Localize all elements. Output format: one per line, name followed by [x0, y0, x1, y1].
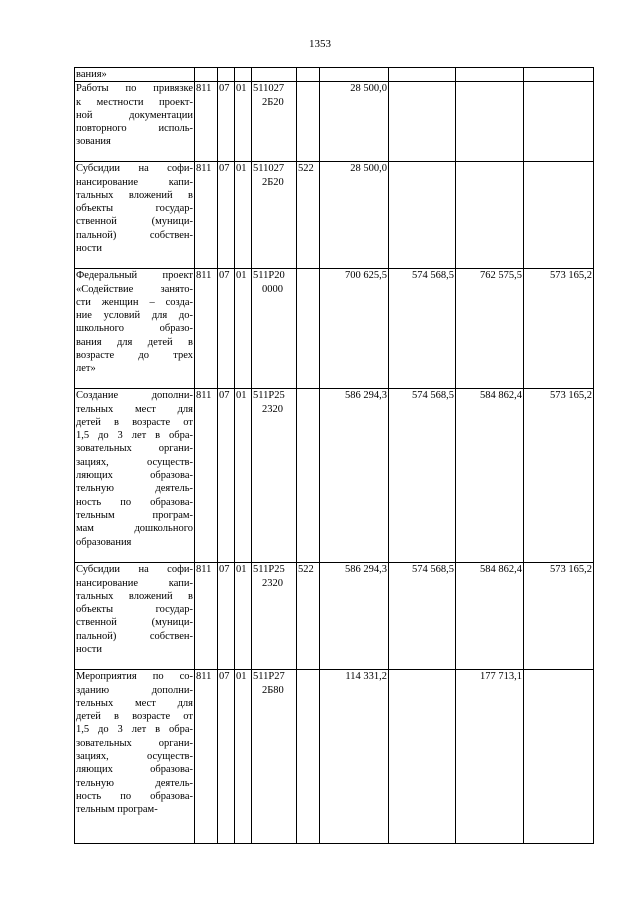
target-article-cell	[252, 68, 297, 82]
table-row	[75, 563, 594, 670]
target-article-cell	[252, 82, 297, 162]
row-name-cell	[75, 68, 195, 82]
amount-cell-1: 586 294,3	[320, 389, 389, 563]
row-name-line: мам дошкольного	[76, 523, 193, 535]
amount-cell-2	[389, 82, 456, 162]
row-name-line: Создание дополни-	[76, 390, 193, 402]
row-name-line: тельную деятель-	[76, 483, 193, 495]
row-name-line: сти женщин – созда-	[76, 296, 193, 308]
amount-cell-4	[524, 162, 594, 269]
amount-cell-2	[389, 670, 456, 844]
row-name-line: детей в возрасте от	[76, 711, 193, 723]
target-article-part: 2320	[262, 577, 283, 589]
amount-cell-3	[456, 82, 524, 162]
row-name-line: повторного исполь-	[76, 123, 193, 135]
target-article-cell	[252, 563, 297, 670]
ministry-code-cell	[195, 68, 218, 82]
section-code-cell	[218, 68, 235, 82]
row-name-line: ственной (муници-	[76, 216, 193, 228]
target-article-part: 511Р25	[253, 564, 285, 576]
row-name-line: ственной (муници-	[76, 617, 193, 629]
row-name-line: ной документации	[76, 109, 193, 121]
target-article-part: 2320	[262, 403, 283, 415]
page-number: 1353	[309, 38, 331, 50]
row-name-line: детей в возрасте от	[76, 416, 193, 428]
section-code-cell: 07	[218, 563, 235, 670]
amount-cell-3: 584 862,4	[456, 389, 524, 563]
target-article-part: 511Р20	[253, 270, 285, 282]
table-row	[75, 670, 594, 844]
row-name-line: к местности проект-	[76, 96, 193, 108]
amount-cell-3: 177 713,1	[456, 670, 524, 844]
ministry-code-cell: 811	[195, 82, 218, 162]
amount-cell-3	[456, 162, 524, 269]
subsection-code-cell: 01	[235, 670, 252, 844]
ministry-code-cell: 811	[195, 269, 218, 389]
row-name-line: ние условий для до-	[76, 310, 193, 322]
row-name-line: пальной) собствен-	[76, 630, 193, 642]
row-name-line: Федеральный проект	[76, 270, 193, 282]
target-article-part: 511Р25	[253, 390, 285, 402]
amount-cell-4: 573 165,2	[524, 563, 594, 670]
subsection-code-cell: 01	[235, 563, 252, 670]
row-name-line: объекты государ-	[76, 203, 193, 215]
section-code-cell: 07	[218, 389, 235, 563]
target-article-part: 0000	[262, 283, 283, 295]
row-name-line: лет»	[76, 363, 96, 375]
target-article-part: 511027	[253, 163, 285, 175]
amount-cell-1: 700 625,5	[320, 269, 389, 389]
row-name-cell	[75, 82, 195, 162]
amount-cell-2	[389, 162, 456, 269]
row-name-line: Субсидии на софи-	[76, 564, 193, 576]
amount-cell-4	[524, 82, 594, 162]
ministry-code-cell: 811	[195, 389, 218, 563]
row-name-line: ность по образова-	[76, 496, 193, 508]
row-name-line: пальной) собствен-	[76, 229, 193, 241]
target-article-cell	[252, 670, 297, 844]
row-name-line: тельную деятель-	[76, 777, 193, 789]
subsection-code-cell: 01	[235, 389, 252, 563]
amount-cell-2: 574 568,5	[389, 269, 456, 389]
ministry-code-cell: 811	[195, 670, 218, 844]
row-name-line: вания»	[76, 69, 107, 80]
row-name-line: ности	[76, 243, 102, 255]
row-name-line: образования	[76, 536, 132, 548]
row-name-line: зования	[76, 136, 111, 148]
amount-cell-4: 573 165,2	[524, 269, 594, 389]
ministry-code-cell: 811	[195, 563, 218, 670]
row-name-line: зациях, осуществ-	[76, 751, 193, 763]
expense-type-cell	[297, 389, 320, 563]
section-code-cell: 07	[218, 269, 235, 389]
subsection-code-cell	[235, 68, 252, 82]
ministry-code-cell: 811	[195, 162, 218, 269]
table-row	[75, 82, 594, 162]
target-article-part: 2Б80	[262, 684, 284, 696]
row-name-line: Субсидии на софи-	[76, 163, 193, 175]
row-name-line: ности	[76, 644, 102, 656]
section-code-cell: 07	[218, 670, 235, 844]
table-body	[75, 68, 594, 844]
row-name-line: ляющих образова-	[76, 470, 193, 482]
row-name-line: тельным програм-	[76, 804, 158, 816]
row-name-line: ляющих образова-	[76, 764, 193, 776]
row-name-line: ность по образова-	[76, 790, 193, 802]
amount-cell-1: 28 500,0	[320, 82, 389, 162]
row-name-line: «Содействие занято-	[76, 283, 193, 295]
amount-cell-3: 762 575,5	[456, 269, 524, 389]
row-name-cell	[75, 389, 195, 563]
row-name-line: нансирование капи-	[76, 176, 193, 188]
section-code-cell: 07	[218, 162, 235, 269]
row-name-line: зданию дополни-	[76, 684, 193, 696]
amount-cell-1: 586 294,3	[320, 563, 389, 670]
row-name-line: тальных вложений в	[76, 189, 193, 201]
expense-type-cell	[297, 68, 320, 82]
subsection-code-cell: 01	[235, 162, 252, 269]
amount-cell-2: 574 568,5	[389, 563, 456, 670]
target-article-cell	[252, 162, 297, 269]
row-name-cell	[75, 162, 195, 269]
row-name-line: зовательных органи-	[76, 737, 193, 749]
row-name-line: тельным програм-	[76, 509, 193, 521]
row-name-line: 1,5 до 3 лет в обра-	[76, 724, 193, 736]
target-article-part: 511027	[253, 83, 285, 95]
amount-cell-3	[456, 68, 524, 82]
row-name-line: нансирование капи-	[76, 577, 193, 589]
amount-cell-2: 574 568,5	[389, 389, 456, 563]
amount-cell-1: 114 331,2	[320, 670, 389, 844]
row-name-line: тельных мест для	[76, 697, 193, 709]
row-name-line: объекты государ-	[76, 604, 193, 616]
expense-type-cell: 522	[297, 563, 320, 670]
amount-cell-4	[524, 68, 594, 82]
amount-cell-1: 28 500,0	[320, 162, 389, 269]
section-code-cell: 07	[218, 82, 235, 162]
table-row	[75, 389, 594, 563]
row-name-line: вания для детей в	[76, 336, 193, 348]
row-name-line: Мероприятия по со-	[76, 671, 193, 683]
expense-type-cell: 522	[297, 162, 320, 269]
amount-cell-2	[389, 68, 456, 82]
row-name-line: зациях, осуществ-	[76, 456, 193, 468]
budget-table	[74, 67, 594, 844]
amount-cell-3: 584 862,4	[456, 563, 524, 670]
row-name-line: школьного образо-	[76, 323, 193, 335]
table-row	[75, 162, 594, 269]
target-article-part: 2Б20	[262, 96, 284, 108]
amount-cell-4: 573 165,2	[524, 389, 594, 563]
target-article-part: 2Б20	[262, 176, 284, 188]
amount-cell-1	[320, 68, 389, 82]
table-row	[75, 269, 594, 389]
expense-type-cell	[297, 670, 320, 844]
table-row	[75, 68, 594, 82]
expense-type-cell	[297, 269, 320, 389]
target-article-part: 511Р27	[253, 671, 285, 683]
expense-type-cell	[297, 82, 320, 162]
target-article-cell	[252, 389, 297, 563]
row-name-line: возрасте до трех	[76, 350, 193, 362]
row-name-cell	[75, 563, 195, 670]
row-name-line: 1,5 до 3 лет в обра-	[76, 430, 193, 442]
amount-cell-4	[524, 670, 594, 844]
target-article-cell	[252, 269, 297, 389]
row-name-line: зовательных органи-	[76, 443, 193, 455]
row-name-line: тальных вложений в	[76, 590, 193, 602]
subsection-code-cell: 01	[235, 269, 252, 389]
subsection-code-cell: 01	[235, 82, 252, 162]
row-name-cell	[75, 670, 195, 844]
row-name-line: тельных мест для	[76, 403, 193, 415]
row-name-line: Работы по привязке	[76, 83, 193, 95]
row-name-cell	[75, 269, 195, 389]
